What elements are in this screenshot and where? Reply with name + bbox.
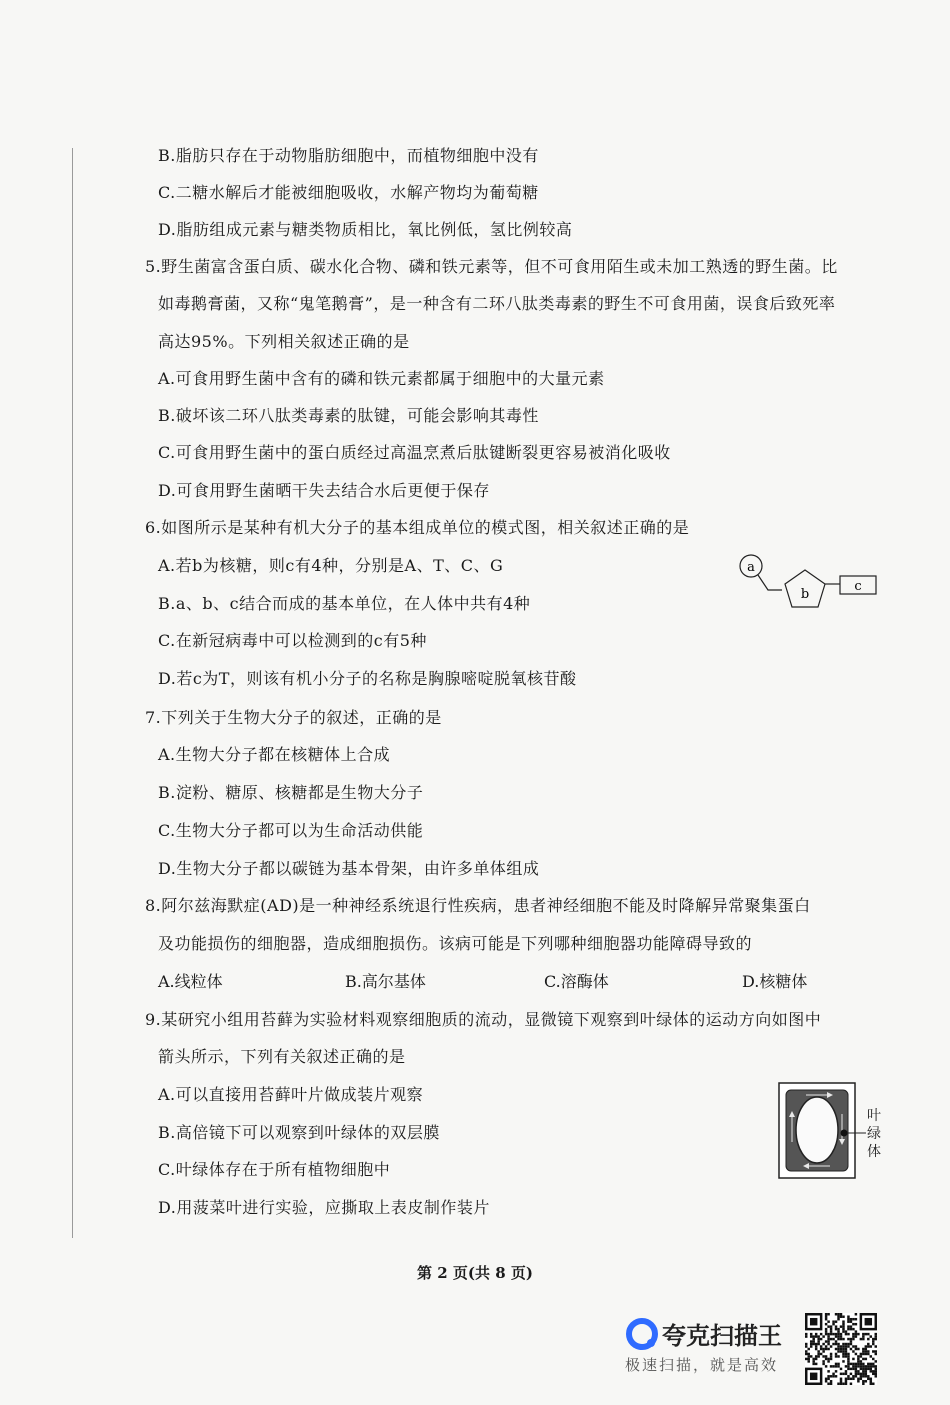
q6-option-a: A.若b为核糖，则c有4种，分别是A、T、C、G — [158, 556, 504, 575]
q5-stem-line2: 如毒鹅膏菌，又称“鬼笔鹅膏”，是一种含有二环八肽类毒素的野生不可食用菌，误食后致死率 — [158, 294, 836, 313]
qr-code-icon — [805, 1313, 877, 1385]
q8-stem-line1: 8.阿尔兹海默症(AD)是一种神经系统退行性疾病，患者神经细胞不能及时降解异常聚集蛋白 — [145, 896, 811, 915]
q9-stem-line2: 箭头所示，下列有关叙述正确的是 — [158, 1047, 406, 1066]
q4-option-b: B.脂肪只存在于动物脂肪细胞中，而植物细胞中没有 — [158, 146, 539, 165]
label-c: c — [854, 579, 862, 594]
q8-option-d: D.核糖体 — [742, 972, 808, 991]
q4-option-d: D.脂肪组成元素与糖类物质相比，氧比例低，氢比例较高 — [158, 220, 573, 239]
q6-option-d: D.若c为T，则该有机小分子的名称是胸腺嘧啶脱氧核苷酸 — [158, 669, 577, 688]
q7-option-d: D.生物大分子都以碳链为基本骨架，由许多单体组成 — [158, 859, 540, 878]
q9-option-c: C.叶绿体存在于所有植物细胞中 — [158, 1160, 391, 1179]
q5-stem-line1: 5.野生菌富含蛋白质、碳水化合物、磷和铁元素等，但不可食用陌生或未加工熟透的野生菌。比 — [145, 257, 838, 276]
q8-option-b: B.高尔基体 — [345, 972, 426, 991]
q5-option-c: C.可食用野生菌中的蛋白质经过高温烹煮后肽键断裂更容易被消化吸收 — [158, 443, 671, 462]
q9-option-b: B.高倍镜下可以观察到叶绿体的双层膜 — [158, 1123, 440, 1142]
q4-option-c: C.二糖水解后才能被细胞吸收，水解产物均为葡萄糖 — [158, 183, 539, 202]
q7-option-b: B.淀粉、糖原、核糖都是生物大分子 — [158, 783, 424, 802]
q8-option-c: C.溶酶体 — [544, 972, 609, 991]
q7-option-c: C.生物大分子都可以为生命活动供能 — [158, 821, 424, 840]
chloroplast-label: 叶 绿 体 — [867, 1108, 881, 1160]
label-b: b — [800, 587, 810, 602]
margin-line — [72, 148, 73, 1238]
q9-option-a: A.可以直接用苔藓叶片做成装片观察 — [158, 1085, 424, 1104]
brand-logo-icon — [622, 1314, 662, 1354]
brand-slogan: 极速扫描，就是高效 — [625, 1356, 779, 1374]
chloroplast-dot — [841, 1130, 848, 1137]
q9-stem-line1: 9.某研究小组用苔藓为实验材料观察细胞质的流动，显微镜下观察到叶绿体的运动方向如图中 — [145, 1010, 822, 1029]
q6-stem: 6.如图所示是某种有机大分子的基本组成单位的模式图，相关叙述正确的是 — [145, 518, 690, 537]
page-footer: 第 2 页(共 8 页) — [417, 1264, 533, 1282]
nucleotide-figure — [735, 550, 885, 612]
q7-option-a: A.生物大分子都在核糖体上合成 — [158, 745, 391, 764]
q5-stem-line3: 高达95%。下列相关叙述正确的是 — [158, 332, 410, 351]
link-a-b — [758, 575, 782, 590]
label-a: a — [747, 560, 755, 575]
q8-stem-line2: 及功能损伤的细胞器，造成细胞损伤。该病可能是下列哪种细胞器功能障碍导致的 — [158, 934, 753, 953]
brand-name: 夸克扫描王 — [662, 1322, 782, 1350]
q5-option-b: B.破坏该二环八肽类毒素的肽键，可能会影响其毒性 — [158, 406, 539, 425]
q9-option-d: D.用菠菜叶进行实验，应撕取上表皮制作装片 — [158, 1198, 490, 1217]
cell-figure — [778, 1082, 888, 1180]
q6-option-b: B.a、b、c结合而成的基本单位，在人体中共有4种 — [158, 594, 531, 613]
vacuole — [796, 1097, 838, 1163]
q5-option-a: A.可食用野生菌中含有的磷和铁元素都属于细胞中的大量元素 — [158, 369, 605, 388]
q5-option-d: D.可食用野生菌晒干失去结合水后更便于保存 — [158, 481, 490, 500]
q8-option-a: A.线粒体 — [158, 972, 223, 991]
q6-option-c: C.在新冠病毒中可以检测到的c有5种 — [158, 631, 427, 650]
q7-stem: 7.下列关于生物大分子的叙述，正确的是 — [145, 708, 442, 727]
